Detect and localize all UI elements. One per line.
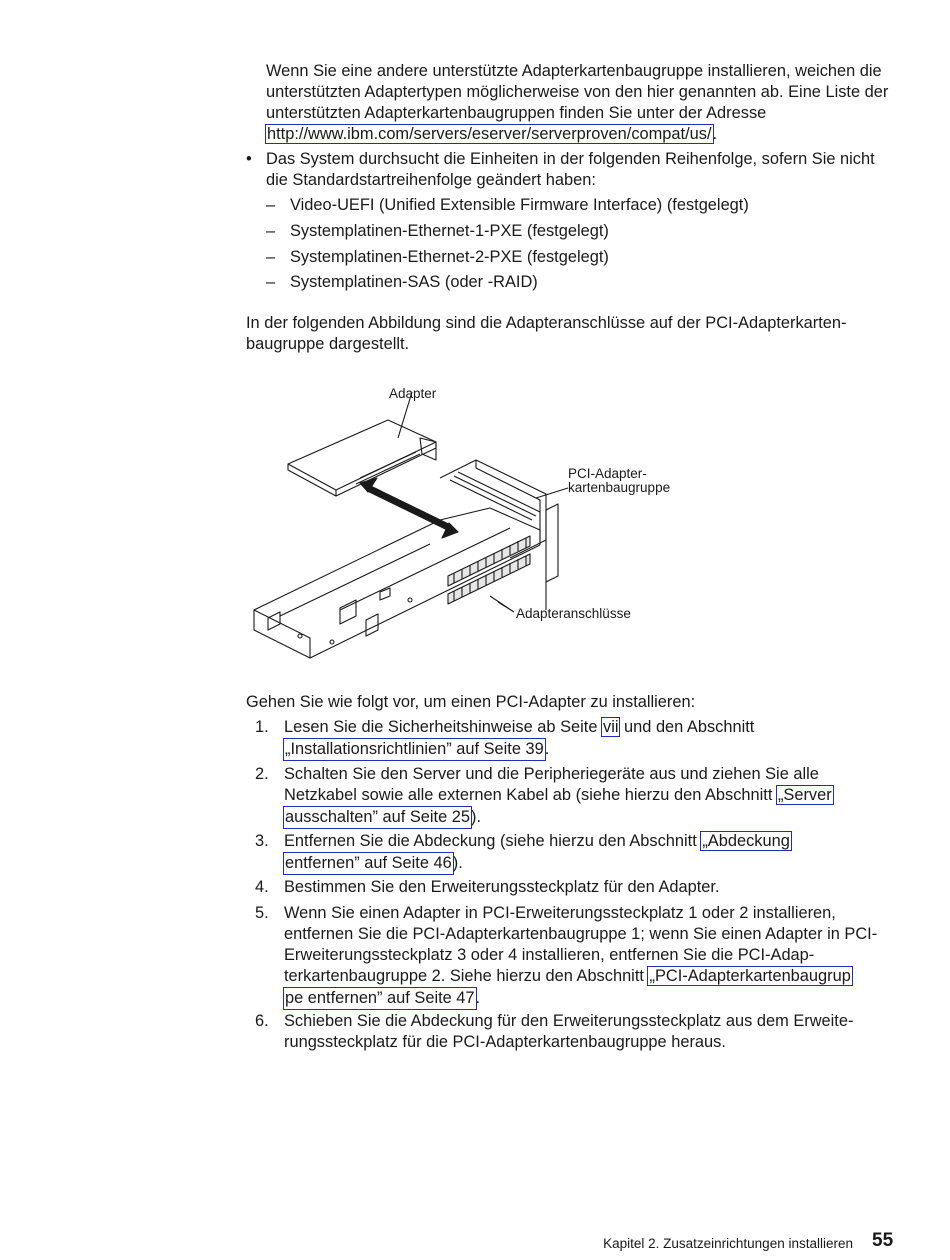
server-shutdown-link-part2[interactable]: ausschalten” auf Seite 25 <box>283 806 472 829</box>
step-number: 4. <box>255 878 269 896</box>
dash-marker: – <box>266 248 276 266</box>
steps-intro: Gehen Sie wie folgt vor, um einen PCI-Adapter zu installieren: <box>246 693 696 711</box>
step-6: Schieben Sie die Abdeckung für den Erweiterungssteckplatz aus dem Erweiterungssteckplatz für die PCI-Adapterkartenbaugruppe heraus. <box>284 1012 854 1051</box>
chapter-footer: Kapitel 2. Zusatzeinrichtungen installieren <box>603 1236 853 1251</box>
step-number: 3. <box>255 832 269 850</box>
remove-riser-link-part1[interactable]: „PCI-Adapterkartenbaugrup <box>649 967 851 985</box>
step-3 <box>284 831 844 875</box>
step-4: Bestimmen Sie den Erweiterungssteckplatz für den Adapter. <box>284 878 720 896</box>
assembly-label-line1: PCI-Adapter- <box>568 466 647 481</box>
boot-order-paragraph: Das System durchsucht die Einheiten in der folgenden Reihenfolge, sofern Sie nicht die Standardstartreihenfolge geändert haben: <box>266 150 875 189</box>
dash-marker: – <box>266 273 276 291</box>
safety-page-link[interactable]: vii <box>603 718 619 736</box>
bullet-marker: • <box>246 150 252 168</box>
boot-device-item: Systemplatinen-Ethernet-1-PXE (festgelegt) <box>290 222 609 240</box>
intro-url-suffix: . <box>712 125 718 143</box>
dash-marker: – <box>266 196 276 214</box>
step-number: 2. <box>255 765 269 783</box>
page-number: 55 <box>872 1230 894 1251</box>
step-3-text: Entfernen Sie die Abdeckung (siehe hierzu den Abschnitt <box>284 832 702 850</box>
step-number: 6. <box>255 1012 269 1030</box>
connectors-label: Adapteranschlüsse <box>516 606 631 621</box>
step-1-post: . <box>544 740 550 758</box>
step-1 <box>284 717 899 761</box>
step-1-text: Lesen Sie die Sicherheitshinweise ab Seite <box>284 718 602 736</box>
step-5-text: Wenn Sie einen Adapter in PCI-Erweiterungssteckplatz 1 oder 2 installieren, entfernen Sie die PCI-Adapterkartenbaugruppe 1; wenn Sie einen Adapter in PCI-Erweiterungssteckplatz 3 oder 4 installieren, entfernen Sie die PCI-Adapterkartenbaugruppe 2. Siehe hierzu den Abschnitt <box>284 904 878 985</box>
remove-cover-link-part2[interactable]: entfernen” auf Seite 46 <box>283 852 454 875</box>
assembly-label-line2: kartenbaugruppe <box>568 480 671 495</box>
remove-cover-link-part1[interactable]: „Abdeckung <box>702 832 790 850</box>
step-2 <box>284 764 884 829</box>
boot-device-item: Video-UEFI (Unified Extensible Firmware Interface) (festgelegt) <box>290 196 749 214</box>
step-2-text: Schalten Sie den Server und die Peripheriegeräte aus und ziehen Sie alle Netzkabel sowie alle externen Kabel ab (siehe hierzu den Abschnitt <box>284 765 819 804</box>
step-2-post: ). <box>470 808 481 826</box>
step-number: 5. <box>255 904 269 922</box>
server-shutdown-link-part1[interactable]: „Server <box>777 786 832 804</box>
adapter-label: Adapter <box>389 386 437 401</box>
figure-intro: In der folgenden Abbildung sind die Adapteranschlüsse auf der PCI-Adapterkartenbaugruppe dargestellt. <box>246 314 847 353</box>
step-5 <box>284 903 896 1010</box>
step-number: 1. <box>255 718 269 736</box>
remove-riser-link-part2[interactable]: pe entfernen” auf Seite 47 <box>283 987 477 1010</box>
serverproven-link[interactable]: http://www.ibm.com/servers/eserver/serverproven/compat/us/ <box>267 125 712 143</box>
step-3-post: ). <box>452 854 463 872</box>
intro-paragraph <box>266 61 894 145</box>
intro-text: Wenn Sie eine andere unterstützte Adapterkartenbaugruppe installieren, weichen die unterstützten Adaptertypen möglicherweise von den hier genannten ab. Eine Liste der unterstützten Adapterkartenbaugruppen finden Sie unter der Adresse <box>266 62 889 122</box>
boot-device-item: Systemplatinen-SAS (oder -RAID) <box>290 273 538 291</box>
installation-guidelines-link[interactable]: „Installationsrichtlinien” auf Seite 39 <box>283 738 546 761</box>
pci-riser-illustration <box>240 380 680 670</box>
step-5-post: . <box>475 989 481 1007</box>
dash-marker: – <box>266 222 276 240</box>
step-1-mid: und den Abschnitt <box>619 718 755 736</box>
boot-device-item: Systemplatinen-Ethernet-2-PXE (festgelegt) <box>290 248 609 266</box>
